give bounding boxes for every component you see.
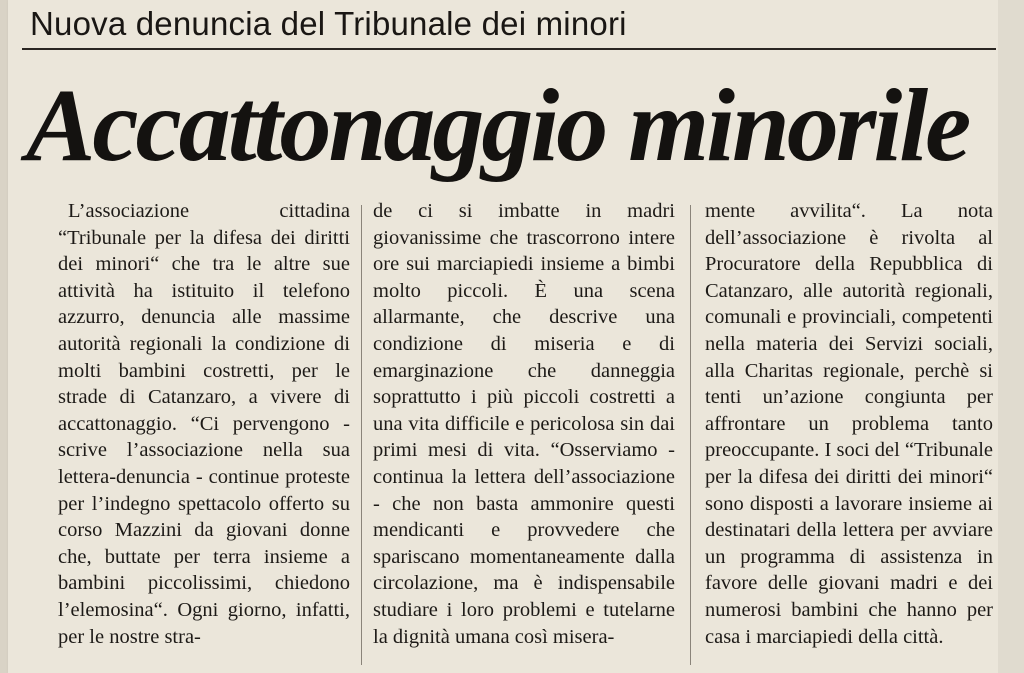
article-headline: Accattonaggio minorile	[26, 68, 969, 183]
adjacent-page-edge	[998, 0, 1024, 673]
column-divider	[361, 205, 362, 665]
article-column-2: de ci si imbatte in madri giovanissime che trascorrono intere ore sui marciapiedi insieme a bimbi molto piccoli. È una scena allarmante, che descrive una condizione di miseria e di emarginazione che danneggia soprattutto i più piccoli costretti a una vita difficile e pericolosa sin dai primi mesi di vita. “Osserviamo - continua la lettera dell’associazione - che non basta ammonire questi mendicanti e provvedere che spariscano momentaneamente dalla circolazione, ma è indispensabile studiare i loro problemi e tutelarne la dignità umana così misera-	[373, 200, 675, 648]
column-divider	[690, 205, 691, 665]
article-column-1: L’associazione cittadina “Tribunale per la difesa dei diritti dei minori“ che tra le altre sue attività ha istituito il telefono azzurro, denuncia alle massime autorità regionali la condizione di molti bambini costretti, per le strade di Catanzaro, a vivere di accattonaggio. “Ci pervengono - scrive l’associazione nella sua lettera-denuncia - continue proteste per l’indegno spettacolo offerto su corso Mazzini da giovani donne che, buttate per terra insieme a bambini piccolissimi, chiedono l’elemosina“. Ogni giorno, infatti, per le nostre stra-	[58, 200, 350, 648]
article-kicker: Nuova denuncia del Tribunale dei minori	[30, 5, 627, 42]
article-column-3: mente avvilita“. La nota dell’associazione è rivolta al Procuratore della Repubblica di Catanzaro, alle autorità regionali, comunali e provinciali, competenti nella materia dei Servizi sociali, alla Charitas regionale, perchè si tenti un’azione congiunta per affrontare un problema tanto preoccupante. I soci del “Tribunale per la difesa dei diritti dei minori“ sono disposti a lavorare insieme ai destinatari della lettera per avviare un programma di assistenza in favore delle giovani madri e dei numerosi bambini che hanno per casa i marciapiedi della città.	[705, 200, 993, 648]
kicker-rule	[22, 48, 996, 50]
newspaper-clipping	[8, 0, 998, 673]
